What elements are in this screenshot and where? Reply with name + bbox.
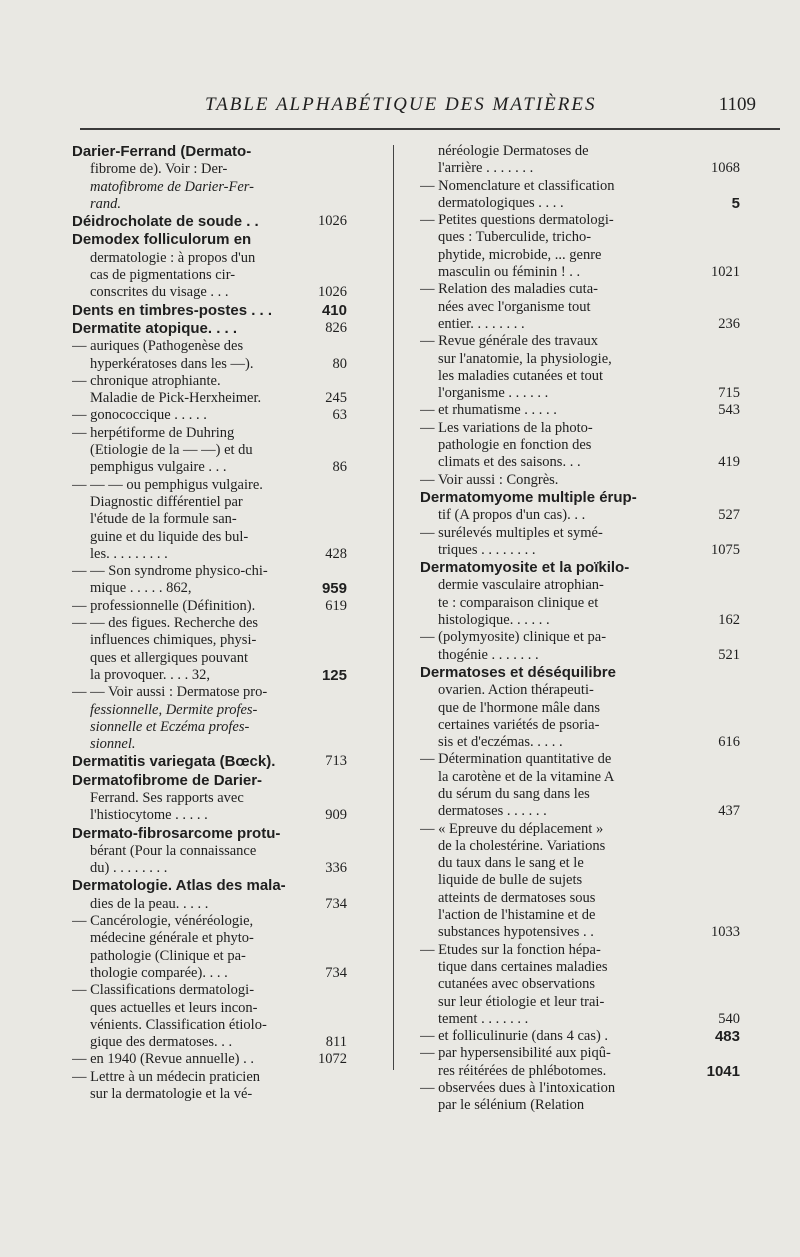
- index-text: — et folliculinurie (dans 4 cas) .: [420, 1028, 609, 1045]
- index-text: rand.: [90, 195, 122, 212]
- index-text: médecine générale et phyto-: [90, 930, 254, 947]
- page-reference: 162: [718, 612, 740, 629]
- index-text: Dermatite atopique. . . .: [72, 319, 238, 337]
- page-reference: 1033: [711, 924, 740, 941]
- header-rule: [80, 128, 780, 130]
- index-line: [72, 407, 347, 424]
- index-text: Dents en timbres-postes . . .: [72, 301, 273, 319]
- index-line: [72, 1086, 347, 1103]
- index-text: tif (A propos d'un cas). . .: [438, 507, 586, 524]
- index-text: Maladie de Pick-Herxheimer.: [90, 390, 262, 407]
- index-text: — Voir aussi : Congrès.: [420, 471, 559, 488]
- column-divider: [393, 145, 394, 1070]
- index-line: [72, 684, 347, 701]
- index-text: res réitérées de phlébotomes.: [438, 1062, 607, 1079]
- page-reference: 734: [325, 895, 347, 912]
- index-line: [420, 385, 740, 402]
- index-line: [420, 559, 740, 577]
- index-line: [420, 368, 740, 385]
- page-reference: 734: [325, 964, 347, 981]
- page-reference: 86: [332, 459, 347, 476]
- index-line: [72, 1051, 347, 1068]
- page-reference: 1075: [711, 541, 740, 558]
- index-column-right: [420, 143, 740, 1115]
- index-text: Dermatofibrome de Darier-: [72, 771, 263, 789]
- index-text: du taux dans le sang et le: [438, 855, 584, 872]
- index-line: [420, 247, 740, 264]
- index-text: Demodex folliculorum en: [72, 231, 252, 249]
- index-text: atteints de dermatoses sous: [438, 889, 596, 906]
- page-number: 1109: [718, 94, 756, 115]
- index-line: [420, 821, 740, 838]
- index-line: [420, 942, 740, 959]
- index-line: [72, 284, 347, 301]
- index-line: [72, 1069, 347, 1086]
- index-line: [420, 924, 740, 941]
- index-line: [72, 736, 347, 753]
- index-line: [420, 786, 740, 803]
- index-line: [420, 472, 740, 489]
- index-line: [72, 563, 347, 580]
- index-line: [420, 212, 740, 229]
- index-text: tique dans certaines maladies: [438, 958, 608, 975]
- index-text: les maladies cutanées et tout: [438, 367, 604, 384]
- index-text: ques et allergiques pouvant: [90, 649, 248, 666]
- index-line: [72, 719, 347, 736]
- index-line: [420, 351, 740, 368]
- index-text: du) . . . . . . . .: [90, 860, 168, 877]
- index-text: Dermatomyome multiple érup-: [420, 488, 637, 506]
- index-line: [420, 489, 740, 507]
- index-text: — — Voir aussi : Dermatose pro-: [72, 684, 268, 701]
- index-line: [420, 229, 740, 246]
- page-reference: 1026: [318, 213, 347, 230]
- page-reference: 236: [718, 315, 740, 332]
- index-line: [420, 333, 740, 350]
- index-text: thogénie . . . . . . .: [438, 646, 539, 663]
- index-text: — en 1940 (Revue annuelle) . .: [72, 1051, 255, 1068]
- index-line: [72, 1000, 347, 1017]
- index-line: [420, 612, 740, 629]
- page-reference: 713: [325, 753, 347, 770]
- index-text: les. . . . . . . . .: [90, 545, 168, 562]
- index-text: du sérum du sang dans les: [438, 785, 590, 802]
- page-reference: 80: [332, 355, 347, 372]
- index-text: — Classifications dermatologi-: [72, 982, 255, 999]
- index-text: — — Son syndrome physico-chi-: [72, 563, 268, 580]
- index-line: [72, 860, 347, 877]
- index-line: [420, 976, 740, 993]
- page-reference: 909: [325, 807, 347, 824]
- index-text: Dermatologie. Atlas des mala-: [72, 877, 286, 895]
- index-line: [72, 667, 347, 684]
- index-text: cutanées avec observations: [438, 976, 596, 993]
- index-line: [72, 459, 347, 476]
- page-reference: 125: [321, 666, 347, 684]
- index-text: que de l'hormone mâle dans: [438, 699, 601, 716]
- index-line: [72, 425, 347, 442]
- page-reference: 437: [718, 803, 740, 820]
- index-text: dies de la peau. . . . .: [90, 895, 209, 912]
- page-reference: 1068: [711, 160, 740, 177]
- index-text: masculin ou féminin ! . .: [438, 264, 581, 281]
- index-text: Dermatomyosite et la poïkilo-: [420, 559, 630, 577]
- index-line: [72, 179, 347, 196]
- index-text: pathologie (Clinique et pa-: [90, 947, 246, 964]
- page-reference: 1072: [318, 1051, 347, 1068]
- index-line: [420, 264, 740, 281]
- index-line: [72, 790, 347, 807]
- index-line: [420, 542, 740, 559]
- index-text: — Nomenclature et classification: [420, 177, 615, 194]
- index-line: [420, 629, 740, 646]
- index-text: ques actuelles et leurs incon-: [90, 999, 258, 1016]
- index-text: pathologie en fonction des: [438, 437, 592, 454]
- index-line: [420, 994, 740, 1011]
- index-text: sis et d'eczémas. . . . .: [438, 734, 563, 751]
- index-text: certaines variétés de psoria-: [438, 716, 600, 733]
- index-text: cas de pigmentations cir-: [90, 267, 236, 284]
- index-line: [72, 877, 347, 895]
- index-line: [72, 982, 347, 999]
- index-line: [72, 494, 347, 511]
- index-text: l'action de l'histamine et de: [438, 907, 596, 924]
- index-line: [420, 734, 740, 751]
- index-text: — — des figues. Recherche des: [72, 615, 259, 632]
- index-line: [72, 753, 347, 771]
- index-line: [420, 1063, 740, 1080]
- index-text: dermatologie : à propos d'un: [90, 249, 256, 266]
- page-reference: 1041: [706, 1062, 740, 1080]
- page-reference: 715: [718, 385, 740, 402]
- index-text: la provoquer. . . . 32,: [90, 666, 211, 683]
- index-line: [420, 402, 740, 419]
- index-text: — professionnelle (Définition).: [72, 597, 256, 614]
- index-text: mique . . . . . 862,: [90, 580, 192, 597]
- index-line: [72, 930, 347, 947]
- index-line: [420, 195, 740, 212]
- page-reference: 619: [325, 597, 347, 614]
- index-line: [420, 525, 740, 542]
- page-reference: 543: [718, 402, 740, 419]
- page-reference: 5: [731, 194, 740, 212]
- index-line: [420, 838, 740, 855]
- page-reference: 540: [718, 1010, 740, 1027]
- index-column-left: [72, 143, 347, 1103]
- index-line: [72, 546, 347, 563]
- index-line: [420, 769, 740, 786]
- index-text: dermie vasculaire atrophian-: [438, 577, 604, 594]
- index-line: [420, 577, 740, 594]
- index-text: — Cancérologie, vénéréologie,: [72, 913, 254, 930]
- index-line: [420, 160, 740, 177]
- index-text: te : comparaison clinique et: [438, 594, 599, 611]
- index-text: sionnel.: [90, 736, 136, 753]
- index-text: Dermatitis variegata (Bœck).: [72, 753, 276, 771]
- page-reference: 419: [718, 454, 740, 471]
- index-line: [72, 772, 347, 790]
- index-line: [420, 664, 740, 682]
- page-reference: 1026: [318, 284, 347, 301]
- index-line: [72, 511, 347, 528]
- index-text: de la cholestérine. Variations: [438, 837, 606, 854]
- index-text: Ferrand. Ses rapports avec: [90, 789, 244, 806]
- index-text: — — — ou pemphigus vulgaire.: [72, 476, 263, 493]
- index-line: [72, 373, 347, 390]
- index-line: [420, 1028, 740, 1045]
- index-text: — Relation des maladies cuta-: [420, 281, 598, 298]
- index-line: [72, 267, 347, 284]
- index-text: thologie comparée). . . .: [90, 964, 228, 981]
- index-text: Dermato-fibrosarcome protu-: [72, 824, 281, 842]
- index-line: [72, 356, 347, 373]
- index-text: fessionnelle, Dermite profes-: [90, 701, 258, 718]
- index-line: [420, 959, 740, 976]
- index-line: [72, 161, 347, 178]
- index-line: [420, 454, 740, 471]
- index-line: [72, 390, 347, 407]
- index-line: [72, 338, 347, 355]
- index-text: Déidrocholate de soude . .: [72, 213, 259, 231]
- index-text: — gonococcique . . . . .: [72, 407, 207, 424]
- index-line: [420, 299, 740, 316]
- index-text: — chronique atrophiante.: [72, 372, 221, 389]
- index-line: [72, 320, 347, 338]
- index-line: [420, 700, 740, 717]
- index-text: — auriques (Pathogenèse des: [72, 338, 244, 355]
- index-text: — Revue générale des travaux: [420, 333, 598, 350]
- index-line: [72, 302, 347, 320]
- index-line: [72, 143, 347, 161]
- index-text: ques : Tuberculide, tricho-: [438, 229, 592, 246]
- index-text: sur l'anatomie, la physiologie,: [438, 350, 612, 367]
- index-text: — par hypersensibilité aux piqû-: [420, 1045, 611, 1062]
- index-text: conscrites du visage . . .: [90, 284, 229, 301]
- index-text: ovarien. Action thérapeuti-: [438, 682, 594, 699]
- index-text: tement . . . . . . .: [438, 1010, 529, 1027]
- index-line: [72, 1034, 347, 1051]
- index-line: [420, 1045, 740, 1062]
- index-text: fibrome de). Voir : Der-: [90, 161, 228, 178]
- index-text: matofibrome de Darier-Fer-: [90, 178, 254, 195]
- index-line: [420, 890, 740, 907]
- page-reference: 245: [325, 390, 347, 407]
- index-line: [420, 647, 740, 664]
- index-text: l'étude de la formule san-: [90, 511, 237, 528]
- index-line: [420, 907, 740, 924]
- page-reference: 410: [321, 301, 347, 319]
- page-reference: 527: [718, 507, 740, 524]
- index-text: Darier-Ferrand (Dermato-: [72, 143, 252, 160]
- index-line: [72, 529, 347, 546]
- index-text: Diagnostic différentiel par: [90, 493, 243, 510]
- index-text: pemphigus vulgaire . . .: [90, 459, 227, 476]
- index-text: — herpétiforme de Duhring: [72, 424, 235, 441]
- index-line: [72, 913, 347, 930]
- index-line: [420, 717, 740, 734]
- index-line: [72, 615, 347, 632]
- index-line: [72, 598, 347, 615]
- index-text: hyperkératoses dans les —).: [90, 355, 254, 372]
- index-text: l'arrière . . . . . . .: [438, 160, 534, 177]
- index-line: [72, 213, 347, 231]
- index-text: — Lettre à un médecin praticien: [72, 1068, 261, 1085]
- index-line: [420, 751, 740, 768]
- index-text: dermatologiques . . . .: [438, 194, 564, 211]
- index-line: [72, 196, 347, 213]
- index-text: — « Epreuve du déplacement »: [420, 820, 604, 837]
- index-text: nées avec l'organisme tout: [438, 298, 591, 315]
- index-line: [420, 803, 740, 820]
- index-text: sur leur étiologie et leur trai-: [438, 993, 605, 1010]
- index-line: [72, 1017, 347, 1034]
- index-text: Dermatoses et déséquilibre: [420, 663, 616, 681]
- index-text: — Petites questions dermatologi-: [420, 212, 614, 229]
- index-line: [420, 855, 740, 872]
- index-text: substances hypotensives . .: [438, 924, 594, 941]
- index-text: liquide de bulle de sujets: [438, 872, 583, 889]
- index-text: histologique. . . . . .: [438, 612, 550, 629]
- index-text: vénients. Classification étiolo-: [90, 1016, 267, 1033]
- index-text: — (polymyosite) clinique et pa-: [420, 629, 607, 646]
- index-text: néréologie Dermatoses de: [438, 143, 589, 159]
- index-text: — surélevés multiples et symé-: [420, 524, 603, 541]
- index-line: [420, 1080, 740, 1097]
- page-reference: 336: [325, 860, 347, 877]
- index-line: [72, 843, 347, 860]
- page-reference: 1021: [711, 264, 740, 281]
- index-line: [420, 316, 740, 333]
- index-line: [420, 507, 740, 524]
- index-line: [420, 1011, 740, 1028]
- index-line: [72, 702, 347, 719]
- index-text: climats et des saisons. . .: [438, 454, 581, 471]
- page-reference: 959: [321, 580, 347, 598]
- page-reference: 521: [718, 646, 740, 663]
- index-text: guine et du liquide des bul-: [90, 528, 249, 545]
- index-text: — observées dues à l'intoxication: [420, 1080, 616, 1097]
- index-text: — et rhumatisme . . . . .: [420, 402, 557, 419]
- page-reference: 63: [332, 407, 347, 424]
- index-line: [72, 250, 347, 267]
- page-header: [0, 94, 800, 122]
- index-line: [420, 437, 740, 454]
- index-text: la carotène et de la vitamine A: [438, 768, 615, 785]
- index-text: (Etiologie de la — —) et du: [90, 442, 253, 459]
- index-line: [72, 231, 347, 249]
- page-reference: 616: [718, 734, 740, 751]
- index-text: bérant (Pour la connaissance: [90, 842, 257, 859]
- index-line: [420, 682, 740, 699]
- index-line: [72, 477, 347, 494]
- index-text: — Les variations de la photo-: [420, 419, 593, 436]
- index-line: [420, 178, 740, 195]
- index-text: influences chimiques, physi-: [90, 632, 257, 649]
- index-line: [420, 872, 740, 889]
- index-text: sionnelle et Eczéma profes-: [90, 718, 250, 735]
- index-line: [72, 825, 347, 843]
- index-text: entier. . . . . . . .: [438, 315, 525, 332]
- index-line: [72, 650, 347, 667]
- index-text: l'organisme . . . . . .: [438, 385, 549, 402]
- index-text: gique des dermatoses. . .: [90, 1034, 233, 1051]
- index-text: l'histiocytome . . . . .: [90, 807, 208, 824]
- index-line: [72, 442, 347, 459]
- running-title: TABLE ALPHABÉTIQUE DES MATIÈRES: [205, 94, 597, 115]
- index-line: [420, 595, 740, 612]
- index-text: phytide, microbide, ... genre: [438, 246, 602, 263]
- index-line: [420, 143, 740, 160]
- index-line: [72, 948, 347, 965]
- page-reference: 428: [325, 545, 347, 562]
- index-text: — Etudes sur la fonction hépa-: [420, 941, 601, 958]
- index-line: [72, 580, 347, 597]
- index-line: [72, 807, 347, 824]
- index-text: — Détermination quantitative de: [420, 751, 612, 768]
- index-line: [72, 965, 347, 982]
- page-reference: 483: [714, 1028, 740, 1046]
- index-text: sur la dermatologie et la vé-: [90, 1086, 253, 1103]
- index-line: [420, 1097, 740, 1114]
- index-line: [72, 632, 347, 649]
- index-text: dermatoses . . . . . .: [438, 803, 547, 820]
- index-line: [420, 420, 740, 437]
- index-text: triques . . . . . . . .: [438, 541, 536, 558]
- page-reference: 826: [325, 319, 347, 336]
- page-reference: 811: [325, 1034, 347, 1051]
- index-line: [72, 896, 347, 913]
- index-text: par le sélénium (Relation: [438, 1097, 585, 1114]
- index-line: [420, 281, 740, 298]
